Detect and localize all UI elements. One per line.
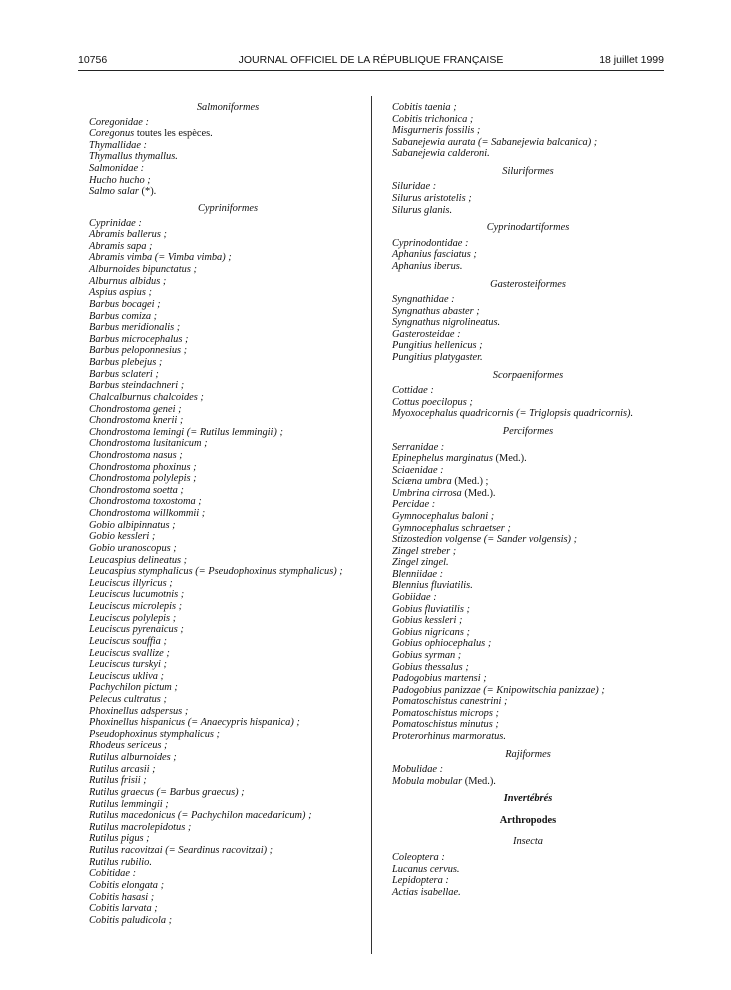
list-item	[89, 380, 184, 392]
text-run: Salmoniformes	[196, 102, 260, 113]
list-item	[89, 624, 184, 636]
text-run: Coregonidae :	[89, 116, 149, 128]
list-item	[89, 345, 187, 357]
list-item	[392, 627, 470, 639]
text-run: Chondrostoma soetta ;	[89, 484, 184, 496]
text-run: Pungitius platygaster.	[392, 352, 483, 364]
text-run: Gobio uranoscopus ;	[89, 542, 177, 554]
list-item	[89, 566, 343, 578]
section-heading	[392, 749, 664, 761]
list-item	[89, 682, 178, 694]
text-run: Leuciscus polylepis ;	[89, 612, 177, 624]
publication-date: 18 juillet 1999	[599, 54, 664, 66]
text-run: Barbus plebejus ;	[89, 357, 163, 369]
text-run: (Med.).	[492, 453, 527, 465]
list-item	[89, 276, 166, 288]
text-run: Alburnoides bipunctatus ;	[89, 264, 197, 276]
list-item	[89, 520, 176, 532]
list-item	[89, 589, 184, 601]
text-run: Arthropodes	[499, 814, 557, 826]
text-run: Pseudophoxinus stymphalicus ;	[89, 728, 221, 740]
list-item	[89, 671, 164, 683]
list-item	[89, 450, 183, 462]
text-run: Rutilus pigus ;	[89, 833, 150, 845]
list-item	[89, 857, 152, 869]
text-run: Gobius syrman ;	[392, 649, 462, 661]
list-item	[392, 408, 633, 420]
section-heading	[392, 426, 664, 438]
list-item	[392, 488, 496, 500]
text-run: Zingel zingel.	[392, 557, 449, 569]
list-item	[89, 810, 312, 822]
text-run: (Med.) ;	[451, 476, 489, 488]
text-run: Pelecus cultratus ;	[89, 694, 167, 705]
list-item	[89, 648, 170, 660]
section-heading	[392, 836, 664, 848]
list-item	[392, 442, 444, 454]
section-heading	[392, 222, 664, 234]
text-run: Myoxocephalus quadricornis (= Triglopsis quadricornis).	[392, 408, 634, 420]
list-item	[89, 531, 155, 543]
list-item	[89, 357, 162, 369]
list-item	[89, 438, 208, 450]
text-run: Cobitidae :	[89, 868, 137, 880]
text-run: Chondrostoma lemingi (= Rutilus lemmingii) ;	[89, 426, 283, 438]
list-item	[392, 638, 491, 650]
text-run: Alburnus albidus ;	[89, 275, 167, 287]
text-run: Chondrostoma willkommii ;	[89, 508, 206, 520]
list-item	[89, 151, 178, 163]
section-heading	[392, 279, 664, 291]
list-item	[392, 557, 449, 569]
list-item	[89, 427, 283, 439]
list-item	[392, 261, 462, 273]
text-run: Chondrostoma polylepis ;	[89, 473, 197, 485]
list-item	[89, 334, 188, 346]
list-item	[89, 508, 205, 520]
text-run: Cottidae :	[392, 385, 434, 397]
page-header	[78, 54, 664, 68]
list-item	[392, 719, 499, 731]
text-run: Coleoptera :	[392, 852, 445, 864]
text-run: Pomatoschistus canestrini ;	[392, 696, 508, 708]
text-run: Cobitis paludicola ;	[89, 914, 173, 926]
list-item	[89, 369, 159, 381]
text-run: Leuciscus lucumotnis ;	[89, 589, 185, 601]
list-item	[89, 140, 147, 152]
text-run: Cobitis elongata ;	[89, 879, 165, 891]
list-item	[89, 880, 164, 892]
list-item	[392, 238, 468, 250]
list-item	[89, 462, 197, 474]
text-run: Chondrostoma nasus ;	[89, 449, 183, 461]
text-run: Rutilus racovitzai (= Seardinus racovitzai) ;	[89, 845, 274, 857]
text-run: Sabanejewia calderoni.	[392, 148, 490, 160]
text-run: Cyprinodartiformes	[486, 222, 570, 234]
list-item	[392, 662, 469, 674]
list-item	[89, 706, 188, 718]
list-item	[89, 799, 169, 811]
text-run: Silurus glanis.	[392, 204, 453, 216]
text-run: Abramis vimba (= Vimba vimba) ;	[89, 252, 232, 264]
list-item	[392, 340, 483, 352]
section-heading	[89, 203, 367, 215]
text-run: Phoxinellus adspersus ;	[89, 705, 189, 717]
list-item	[392, 499, 435, 511]
list-item	[89, 822, 191, 834]
list-item	[89, 775, 147, 787]
list-item	[89, 322, 180, 334]
text-run: Gobio albipinnatus ;	[89, 519, 176, 531]
list-item	[89, 915, 172, 927]
section-heading	[89, 102, 367, 114]
text-run: Coregonus	[89, 128, 135, 140]
list-item	[89, 868, 136, 880]
list-item	[392, 546, 456, 558]
text-run: Aphanius fasciatus ;	[392, 249, 477, 261]
text-run: Cottus poecilopus ;	[392, 396, 473, 408]
list-item	[89, 128, 213, 140]
text-run: Cyprinodontidae :	[392, 237, 469, 249]
text-run: Cobitis trichonica ;	[392, 113, 474, 125]
text-run: Cobitis taenia ;	[392, 102, 457, 113]
text-run: Padogobius martensi ;	[392, 673, 487, 685]
text-run: Blennius fluviatilis.	[392, 580, 473, 592]
list-item	[89, 485, 184, 497]
text-run: Leuciscus ukliva ;	[89, 670, 165, 682]
list-item	[89, 845, 273, 857]
text-run: Pomatoschistus microps ;	[392, 707, 499, 719]
text-run: Cobitis hasasi ;	[89, 891, 155, 903]
list-item	[392, 114, 473, 126]
list-item	[89, 229, 167, 241]
text-run: Insecta	[512, 836, 543, 848]
page-number: 10756	[78, 54, 108, 66]
text-run: Scorpaeniformes	[492, 369, 564, 381]
journal-title: JOURNAL OFFICIEL DE LA RÉPUBLIQUE FRANÇAISE	[238, 54, 504, 66]
list-item	[89, 892, 154, 904]
list-item	[392, 731, 506, 743]
list-item	[89, 415, 183, 427]
list-item	[392, 465, 444, 477]
text-run: Sciaenidae :	[392, 464, 444, 476]
text-run: Perciformes	[502, 425, 554, 437]
text-run: (*).	[138, 186, 157, 198]
text-run: Chondrostoma knerii ;	[89, 415, 184, 427]
text-run: Stizostedion volgense (= Sander volgensis) ;	[392, 534, 578, 546]
text-run: Thymallidae :	[89, 139, 148, 151]
text-run: Actias isabellae.	[392, 886, 461, 898]
text-run: Chalcalburnus chalcoides ;	[89, 391, 204, 403]
list-item	[392, 453, 527, 465]
list-item	[392, 476, 488, 488]
list-item	[89, 287, 152, 299]
list-item	[392, 604, 470, 616]
list-item	[89, 311, 157, 323]
list-item	[89, 613, 176, 625]
list-item	[89, 833, 150, 845]
list-item	[392, 205, 452, 217]
list-item	[89, 903, 158, 915]
text-run: Abramis ballerus ;	[89, 229, 167, 241]
list-item	[392, 650, 461, 662]
text-run: Salmonidae :	[89, 163, 145, 175]
list-item	[392, 673, 487, 685]
section-heading	[392, 166, 664, 178]
text-run: Cobitis larvata ;	[89, 903, 158, 915]
text-run: Rutilus frisii ;	[89, 775, 147, 787]
text-run: Proterorhinus marmoratus.	[392, 731, 506, 742]
text-run: Gobius kessleri ;	[392, 615, 463, 627]
text-run: Leucaspius delineatus ;	[89, 554, 188, 566]
list-item	[392, 852, 445, 864]
list-item	[392, 352, 483, 364]
text-run: Siluridae :	[392, 181, 437, 193]
text-run: Rutilus macrolepidotus ;	[89, 821, 192, 833]
list-item	[89, 175, 151, 187]
text-run: Chondrostoma genei ;	[89, 403, 182, 415]
list-item	[89, 496, 202, 508]
list-item	[392, 696, 507, 708]
list-item	[89, 299, 161, 311]
list-item	[89, 729, 220, 741]
text-run: Leuciscus svallize ;	[89, 647, 170, 659]
text-run: Gobius thessalus ;	[392, 661, 469, 673]
text-run: (Med.).	[462, 775, 496, 787]
list-item	[89, 636, 167, 648]
list-item	[392, 249, 477, 261]
list-item	[392, 523, 511, 535]
text-run: Barbus microcephalus ;	[89, 333, 189, 345]
list-item	[89, 163, 144, 175]
text-run: Hucho hucho ;	[89, 174, 151, 186]
list-item	[89, 404, 182, 416]
text-run: Chondrostoma lusitanicum ;	[89, 438, 208, 450]
list-item	[392, 776, 496, 788]
list-item	[89, 186, 156, 198]
text-run: Percidae :	[392, 499, 436, 511]
text-run: Barbus comiza ;	[89, 310, 158, 322]
list-item	[392, 569, 443, 581]
text-run: Syngnathus abaster ;	[392, 305, 480, 317]
list-item	[392, 708, 499, 720]
list-item	[392, 329, 461, 341]
text-run: Barbus sclateri ;	[89, 368, 159, 380]
text-run: Siluriformes	[502, 165, 554, 177]
list-item	[392, 148, 490, 160]
section-heading	[392, 793, 664, 805]
list-item	[392, 875, 449, 887]
text-run: Rajiformes	[505, 748, 551, 760]
header-rule	[78, 70, 664, 71]
text-run: Leuciscus souffia ;	[89, 635, 167, 647]
text-run: Barbus meridionalis ;	[89, 322, 181, 334]
text-run: Mobulidae :	[392, 764, 444, 776]
list-item	[89, 752, 177, 764]
text-run: Gobio kessleri ;	[89, 531, 156, 543]
text-run: Rutilus rubilio.	[89, 856, 152, 868]
list-item	[89, 578, 173, 590]
list-item	[89, 543, 177, 555]
text-run: Syngnathidae :	[392, 294, 455, 306]
list-item	[89, 717, 300, 729]
text-run: Pomatoschistus minutus ;	[392, 719, 499, 731]
text-run: Gymnocephalus baloni ;	[392, 510, 495, 522]
list-item	[89, 601, 182, 613]
text-run: Epinephelus marginatus	[392, 453, 493, 465]
section-heading	[392, 815, 664, 827]
text-run: (Med.).	[461, 487, 496, 499]
list-item	[89, 264, 197, 276]
list-item	[392, 137, 597, 149]
list-item	[392, 385, 434, 397]
list-item	[392, 864, 460, 876]
section-heading	[392, 370, 664, 382]
text-run: toutes les espèces.	[134, 128, 213, 140]
list-item	[89, 764, 156, 776]
text-run: Rutilus lemmingii ;	[89, 798, 169, 810]
text-run: Salmo salar	[89, 186, 139, 198]
text-run: Umbrina cirrosa	[392, 487, 462, 499]
text-run: Rutilus macedonicus (= Pachychilon macedaricum) ;	[89, 810, 312, 822]
text-run: Sabanejewia aurata (= Sabanejewia balcanica) ;	[392, 136, 598, 148]
text-run: Gobius ophiocephalus ;	[392, 638, 492, 650]
text-run: Gymnocephalus schraetser ;	[392, 522, 511, 534]
text-run: Pachychilon pictum ;	[89, 682, 178, 694]
list-item	[89, 787, 245, 799]
text-run: Gobius nigricans ;	[392, 626, 470, 638]
list-item	[392, 397, 473, 409]
list-item	[392, 102, 457, 114]
list-item	[392, 615, 462, 627]
list-item	[392, 306, 480, 318]
text-run: Gobius fluviatilis ;	[392, 603, 470, 615]
text-run: Pungitius hellenicus ;	[392, 340, 483, 352]
list-item	[392, 181, 436, 193]
text-run: Padogobius panizzae (= Knipowitschia panizzae) ;	[392, 684, 605, 696]
text-run: Rutilus arcasii ;	[89, 763, 156, 775]
list-item	[392, 592, 437, 604]
text-run: Abramis sapa ;	[89, 240, 153, 252]
list-item	[392, 580, 473, 592]
text-run: Lepidoptera :	[392, 875, 449, 887]
text-run: Gobiidae :	[392, 592, 437, 604]
text-run: Sciæna umbra	[392, 476, 452, 488]
text-run: Lucanus cervus.	[392, 863, 460, 875]
list-item	[392, 294, 455, 306]
text-run: Gasterosteiformes	[490, 278, 566, 290]
list-item	[89, 218, 142, 230]
list-item	[392, 534, 577, 546]
text-run: Leuciscus pyrenaicus ;	[89, 624, 184, 636]
text-run: Misgurneris fossilis ;	[392, 125, 481, 137]
text-run: Leuciscus turskyi ;	[89, 659, 167, 671]
list-item	[89, 740, 168, 752]
text-run: Chondrostoma phoxinus ;	[89, 461, 197, 473]
text-run: Blenniidae :	[392, 568, 444, 580]
text-run: Cyprinidae :	[89, 217, 142, 229]
list-item	[89, 694, 167, 706]
text-run: Gasterosteidae :	[392, 328, 461, 340]
text-run: Phoxinellus hispanicus (= Anaecypris hispanica) ;	[89, 717, 300, 729]
list-item	[392, 193, 472, 205]
text-run: Leucaspius stymphalicus (= Pseudophoxinus stymphalicus) ;	[89, 566, 343, 578]
list-item	[392, 125, 480, 137]
column-divider	[371, 96, 372, 954]
list-item	[89, 241, 153, 253]
list-item	[89, 117, 149, 129]
text-run: Silurus aristotelis ;	[392, 193, 472, 205]
text-run: Cypriniformes	[197, 202, 259, 214]
text-run: Invertébrés	[503, 793, 553, 805]
text-run: Aphanius iberus.	[392, 260, 463, 272]
text-run: Syngnathus nigrolineatus.	[392, 317, 501, 329]
list-item	[89, 473, 197, 485]
text-run: Serranidae :	[392, 441, 445, 453]
text-run: Mobula mobular	[392, 775, 463, 787]
list-item	[89, 252, 232, 264]
text-run: Chondrostoma toxostoma ;	[89, 496, 202, 508]
text-run: Barbus steindachneri ;	[89, 380, 185, 392]
list-item	[89, 392, 204, 404]
list-item	[89, 555, 187, 567]
text-run: Leuciscus microlepis ;	[89, 601, 183, 613]
text-run: Rutilus graecus (= Barbus graecus) ;	[89, 786, 245, 798]
text-run: Barbus peloponnesius ;	[89, 345, 188, 357]
text-run: Aspius aspius ;	[89, 287, 152, 299]
list-item	[392, 764, 443, 776]
text-run: Barbus bocagei ;	[89, 298, 161, 310]
text-run: Thymallus thymallus.	[89, 151, 178, 163]
list-item	[392, 511, 494, 523]
list-item	[89, 659, 167, 671]
text-run: Leuciscus illyricus ;	[89, 577, 173, 589]
list-item	[392, 317, 500, 329]
text-run: Zingel streber ;	[392, 545, 457, 557]
list-item	[392, 685, 605, 697]
text-run: Rutilus alburnoides ;	[89, 752, 177, 764]
list-item	[392, 887, 461, 899]
text-run: Rhodeus sericeus ;	[89, 740, 168, 752]
